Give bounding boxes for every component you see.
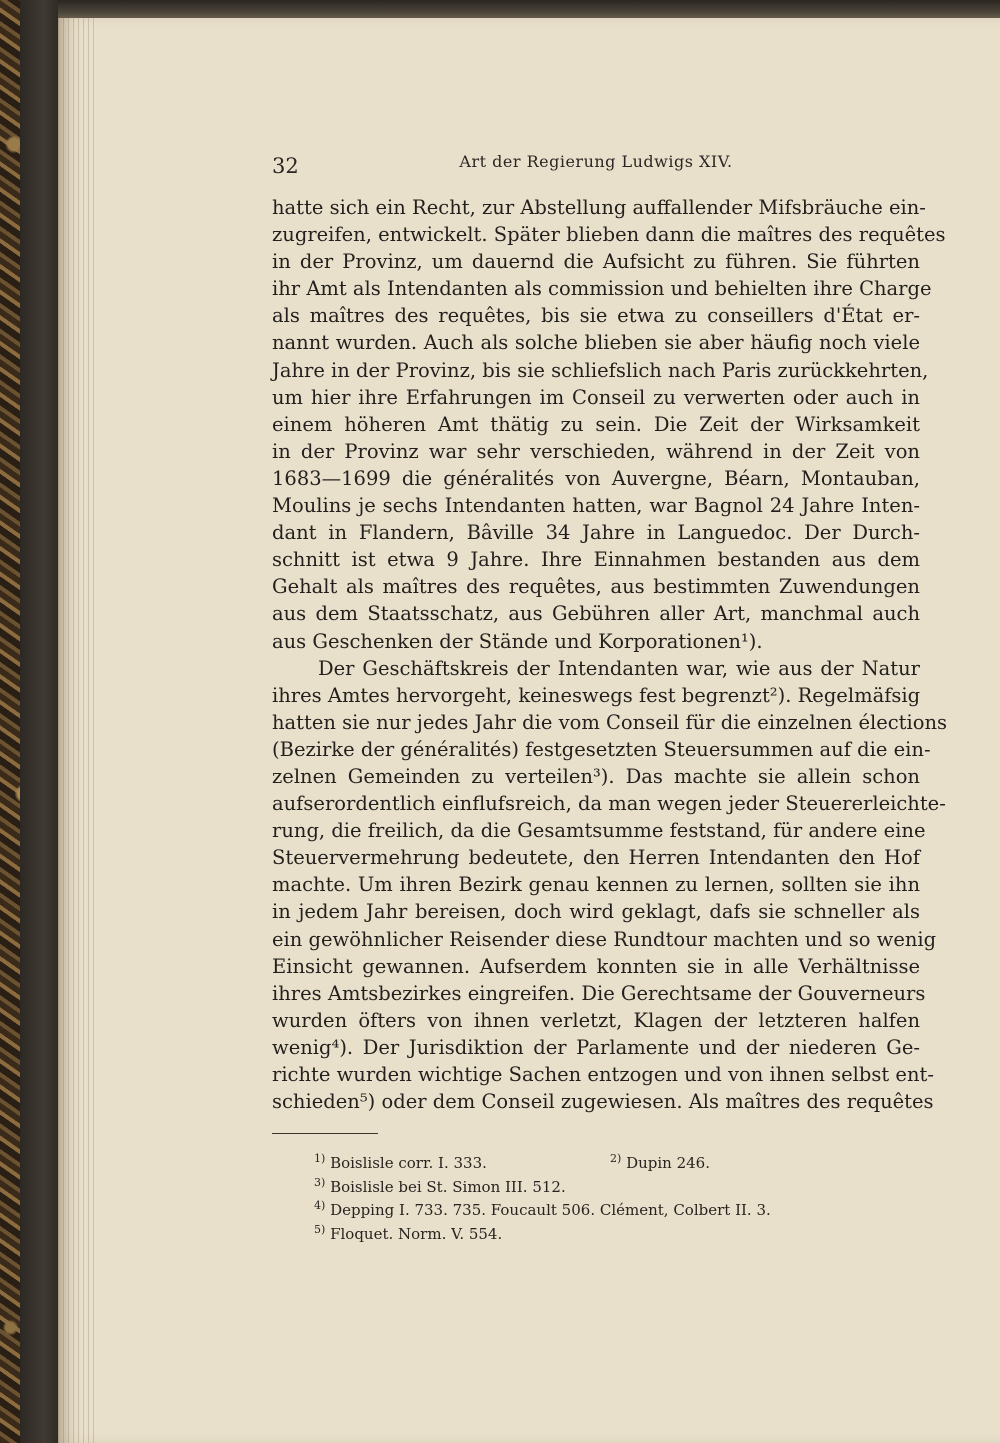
text-line: schnitt ist etwa 9 Jahre. Ihre Einnahmen bestanden aus dem	[272, 548, 920, 572]
text-line: wurden öfters von ihnen verletzt, Klagen der letzteren halfen	[272, 1008, 920, 1032]
footnote	[314, 1176, 914, 1200]
text-line: zelnen Gemeinden zu verteilen³). Das machte sie allein schon	[272, 764, 920, 788]
text-line: nannt wurden. Auch als solche blieben sie aber häufig noch viele	[272, 331, 920, 355]
footnote-mark: 3)	[314, 1175, 326, 1189]
text-line: Einsicht gewannen. Aufserdem konnten sie in alle Verhältnisse	[272, 954, 920, 978]
text-line: rung, die freilich, da die Gesamtsumme feststand, für andere eine	[272, 819, 926, 843]
text-line: um hier ihre Erfahrungen im Conseil zu verwerten oder auch in	[272, 385, 920, 409]
footnote	[610, 1152, 710, 1176]
text-line: als maîtres des requêtes, bis sie etwa zu conseillers d'État er-	[272, 304, 920, 328]
text-line: ein gewöhnlicher Reisender diese Rundtour machten und so wenig	[272, 927, 937, 951]
footnote	[314, 1223, 914, 1247]
text-line: wenig⁴). Der Jurisdiktion der Parlamente und der niederen Ge-	[272, 1035, 920, 1059]
text-line: aufserordentlich einflufsreich, da man wegen jeder Steuererleichte-	[272, 792, 946, 816]
text-line: schieden⁵) oder dem Conseil zugewiesen. Als maîtres des requêtes	[272, 1090, 934, 1114]
text-line: in jedem Jahr bereisen, doch wird geklagt, dafs sie schneller als	[272, 900, 920, 924]
text-line: Der Geschäftskreis der Intendanten war, wie aus der Natur	[318, 656, 920, 680]
text-line: Gehalt als maîtres des requêtes, aus bestimmten Zuwendungen	[272, 575, 920, 599]
footnotes	[314, 1152, 914, 1246]
text-line: einem höheren Amt thätig zu sein. Die Zeit der Wirksamkeit	[272, 412, 920, 436]
text-line: aus Geschenken der Stände und Korporationen¹).	[272, 629, 763, 653]
text-line: hatte sich ein Recht, zur Abstellung auffallender Mifsbräuche ein-	[272, 196, 926, 219]
text-line: ihres Amtes hervorgeht, keineswegs fest begrenzt²). Regelmäfsig	[272, 683, 921, 707]
text-line: 1683—1699 die généralités von Auvergne, Béarn, Montauban,	[272, 466, 920, 490]
footnote-text: Boislisle corr. I. 333.	[330, 1154, 487, 1172]
text-line: ihr Amt als Intendanten als commission und behielten ihre Charge	[272, 277, 932, 301]
footnote-mark: 2)	[610, 1152, 622, 1165]
running-title: Art der Regierung Ludwigs XIV.	[459, 152, 733, 171]
footnote-mark: 5)	[314, 1222, 326, 1236]
text-line: Jahre in der Provinz, bis sie schliefslich nach Paris zurückkehrten,	[272, 358, 929, 382]
text-line: (Bezirke der généralités) festgesetzten Steuersummen auf die ein-	[272, 737, 931, 761]
text-line: richte wurden wichtige Sachen entzogen und von ihnen selbst ent-	[272, 1063, 934, 1086]
footnote	[314, 1199, 914, 1223]
footnote	[314, 1152, 914, 1176]
text-line: in der Provinz, um dauernd die Aufsicht zu führen. Sie führten	[272, 250, 920, 274]
text-line: machte. Um ihren Bezirk genau kennen zu lernen, sollten sie ihn	[272, 873, 920, 897]
footnote-text: Dupin 246.	[626, 1154, 710, 1172]
page-header	[272, 150, 920, 180]
text-line: Moulins je sechs Intendanten hatten, war Bagnol 24 Jahre Inten-	[272, 494, 920, 518]
footnote-mark: 4)	[314, 1199, 326, 1212]
text-line: aus dem Staatsschatz, aus Gebühren aller Art, manchmal auch	[272, 602, 920, 626]
body-text	[272, 194, 948, 1115]
text-line: ihres Amtsbezirkes eingreifen. Die Gerechtsame der Gouverneurs	[272, 981, 926, 1005]
footnote-rule	[272, 1133, 378, 1134]
text-line: in der Provinz war sehr verschieden, während in der Zeit von	[272, 439, 920, 463]
footnote-text: Boislisle bei St. Simon III. 512.	[330, 1177, 566, 1196]
page-top-edge	[58, 0, 1000, 20]
text-line: hatten sie nur jedes Jahr die vom Conseil für die einzelnen élections	[272, 710, 948, 734]
text-line: dant in Flandern, Bâville 34 Jahre in Languedoc. Der Durch-	[272, 521, 920, 545]
text-line: Steuervermehrung bedeutete, den Herren Intendanten den Hof	[272, 846, 920, 870]
page-number: 32	[272, 154, 299, 178]
footnote-text: Depping I. 733. 735. Foucault 506. Clément, Colbert II. 3.	[330, 1201, 771, 1219]
text-line: zugreifen, entwickelt. Später blieben dann die maîtres des requêtes	[272, 223, 946, 247]
footnote-text: Floquet. Norm. V. 554.	[330, 1224, 503, 1243]
footnote-mark: 1)	[314, 1152, 326, 1165]
